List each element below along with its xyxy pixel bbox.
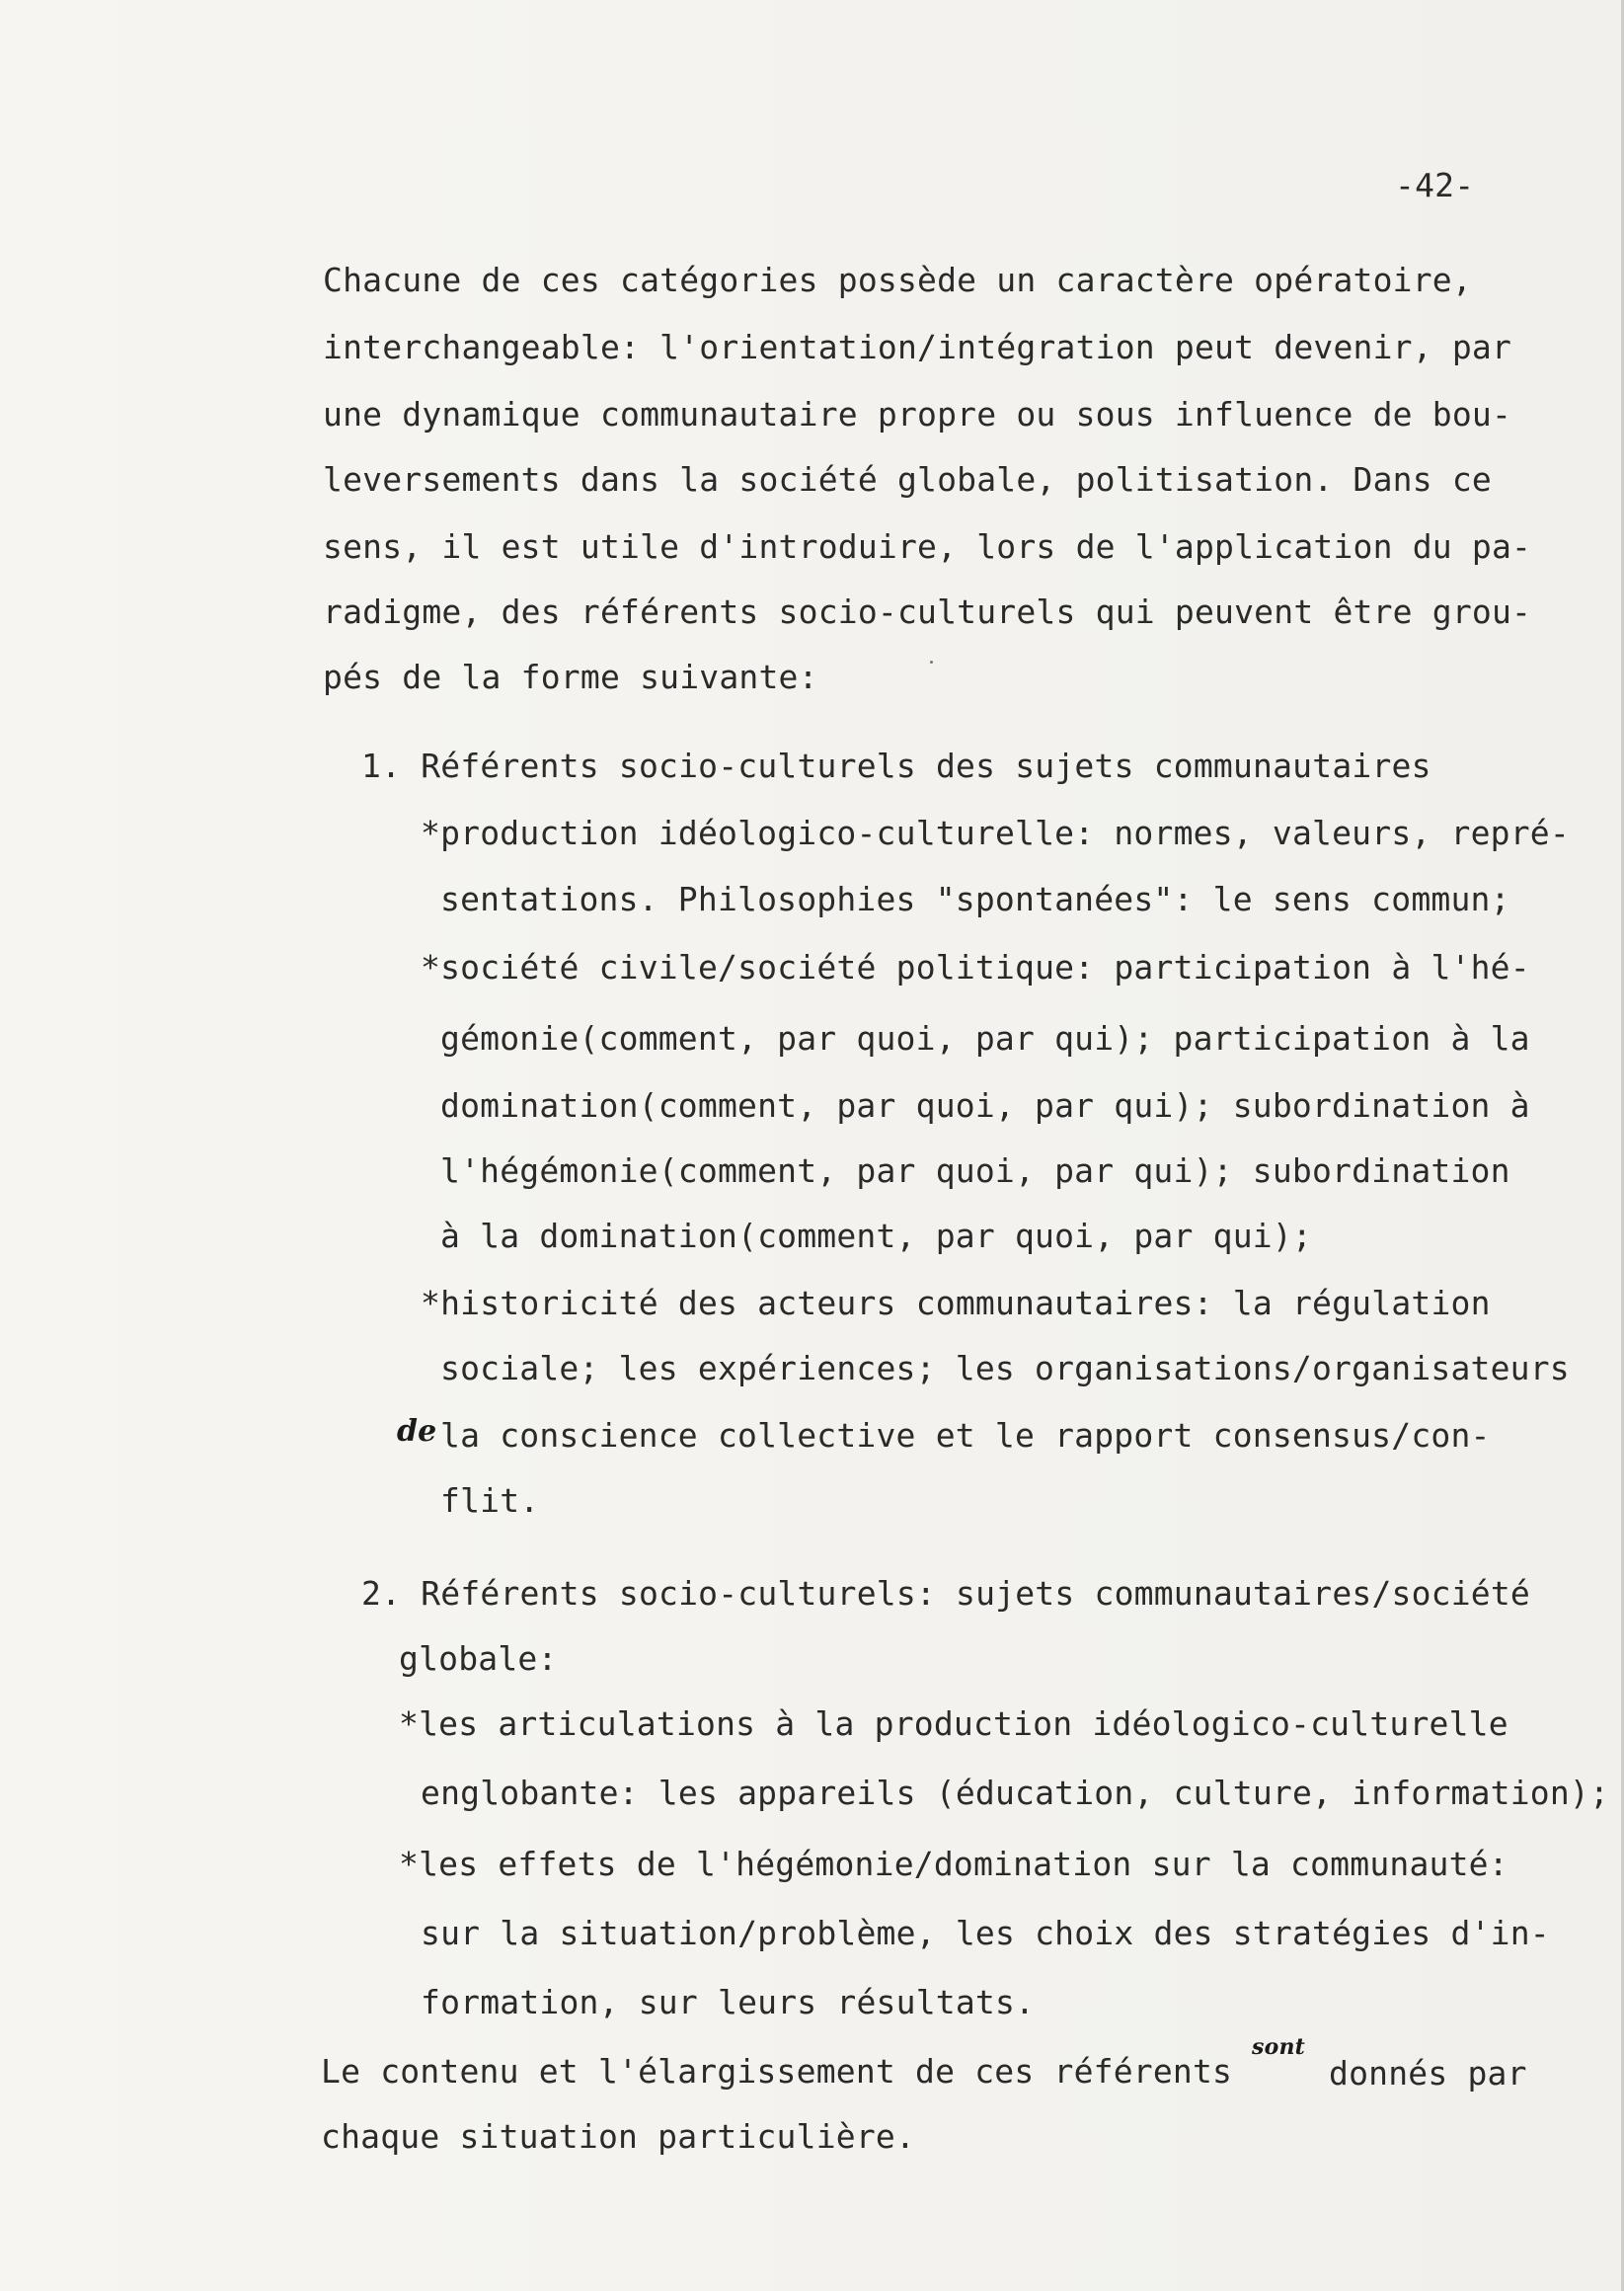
list-line: domination(comment, par quoi, par qui); subordination à	[440, 1086, 1530, 1125]
list-line: *société civile/société politique: participation à l'hé-	[421, 948, 1530, 987]
page-number: -42-	[1395, 166, 1475, 204]
intro-line: radigme, des référents socio-culturels qui peuvent être grou-	[323, 592, 1532, 631]
list-line: la conscience collective et le rapport consensus/con-	[440, 1416, 1491, 1455]
list-line: flit.	[440, 1481, 540, 1520]
closing-line: chaque situation particulière.	[321, 2117, 916, 2156]
intro-line: une dynamique communautaire propre ou sous influence de bou-	[323, 395, 1512, 434]
list-line: *les effets de l'hégémonie/domination sur la communauté:	[399, 1845, 1508, 1883]
closing-line: Le contenu et l'élargissement de ces référents	[321, 2052, 1233, 2091]
list-line: *production idéologico-culturelle: normes, valeurs, repré-	[421, 814, 1570, 852]
list-line: globale:	[399, 1639, 558, 1678]
closing-line: donnés par	[1329, 2054, 1527, 2093]
list-line: sentations. Philosophies "spontanées": le sens commun;	[440, 880, 1510, 918]
intro-line: leversements dans la société globale, politisation. Dans ce	[323, 460, 1492, 499]
list-line: *historicité des acteurs communautaires: la régulation	[421, 1284, 1491, 1322]
handwritten-annotation: de	[397, 1414, 437, 1449]
list-line: englobante: les appareils (éducation, culture, information);	[421, 1774, 1610, 1812]
list-line: à la domination(comment, par quoi, par qui);	[440, 1217, 1312, 1255]
handwritten-annotation: sont	[1252, 2034, 1306, 2060]
intro-line: pés de la forme suivante:	[323, 658, 818, 696]
list-line: sociale; les expériences; les organisations/organisateurs	[440, 1349, 1570, 1387]
list-line: l'hégémonie(comment, par quoi, par qui); subordination	[440, 1151, 1510, 1190]
list-line: gémonie(comment, par quoi, par qui); participation à la	[440, 1019, 1530, 1058]
list-line: sur la situation/problème, les choix des stratégies d'in-	[421, 1914, 1550, 1952]
intro-line: interchangeable: l'orientation/intégration peut devenir, par	[323, 328, 1512, 366]
section-heading: 2. Référents socio-culturels: sujets communautaires/société	[361, 1574, 1530, 1613]
list-line: formation, sur leurs résultats.	[421, 1983, 1036, 2021]
intro-line: Chacune de ces catégories possède un caractère opératoire,	[323, 261, 1472, 299]
list-line: *les articulations à la production idéologico-culturelle	[399, 1704, 1508, 1743]
paper-speck	[930, 661, 933, 664]
intro-line: sens, il est utile d'introduire, lors de l'application du pa-	[323, 527, 1532, 566]
section-heading: 1. Référents socio-culturels des sujets communautaires	[361, 747, 1431, 785]
